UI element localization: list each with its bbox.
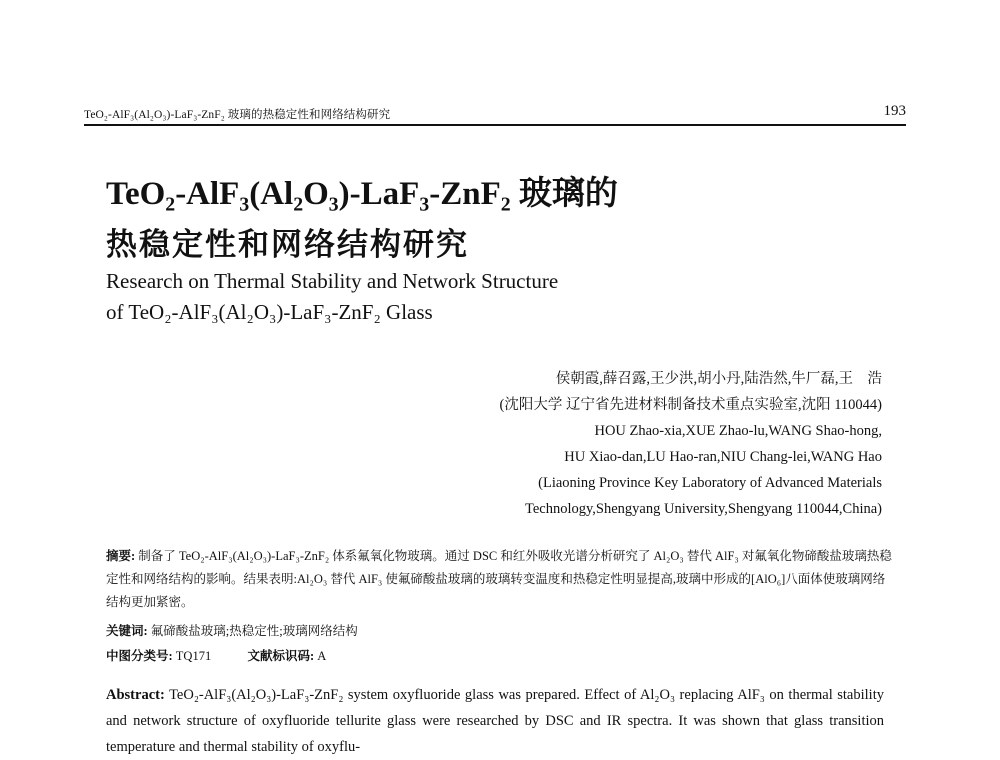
abstract-en-label: Abstract: — [106, 687, 165, 703]
abstract-cn-label: 摘要: — [106, 549, 136, 563]
title-en-line2: of TeO₂-AlF₃(Al₂O₃)-LaF₃-ZnF₂ Glass — [106, 300, 433, 324]
running-header — [84, 100, 906, 126]
doc-code-label: 文献标识码: — [247, 649, 315, 663]
affiliation-en-line2: Technology,Shengyang University,Shengyang 110044,China) — [525, 501, 882, 517]
doc-code-value: A — [317, 649, 327, 663]
classification — [106, 645, 896, 668]
clc-value: TQ171 — [175, 649, 212, 663]
keywords-text: 氟碲酸盐玻璃;热稳定性;玻璃网络结构 — [150, 624, 358, 638]
title-cn-line2: 热稳定性和网络结构研究 — [106, 227, 469, 263]
title-en-line1: Research on Thermal Stability and Network Structure — [106, 269, 559, 293]
abstract-en-text: TeO₂-AlF₃(Al₂O₃)-LaF₃-ZnF₂ system oxyfluoride glass was prepared. Effect of Al₂O₃ replacing AlF₃ on thermal stability and network structure of oxyfluoride tellurite glass were researched by DSC and IR spectra. It was shown that glass transition temperature and thermal stability of oxyflu- — [106, 687, 884, 755]
title-cn-line1: TeO₂-AlF₃(Al₂O₃)-LaF₃-ZnF₂ 玻璃的 — [106, 176, 618, 212]
authors-cn: 侯朝霞,薛召露,王少洪,胡小丹,陆浩然,牛厂磊,王 浩 — [555, 371, 882, 387]
keywords — [106, 620, 896, 643]
abstract-cn-text: 制备了 TeO₂-AlF₃(Al₂O₃)-LaF₃-ZnF₂ 体系氟氧化物玻璃。通过 DSC 和红外吸收光谱分析研究了 Al₂O₃ 替代 AlF₃ 对氟氧化物碲酸盐玻璃热稳定性和网络结构的影响。结果表明:Al₂O₃ 替代 AlF₃ 使氟碲酸盐玻璃的玻璃转变温度和热稳定性明显提高,玻璃中形成的[AlO₆]八面体使玻璃网络结构更加紧密。 — [106, 549, 892, 609]
authors-en-line2: HU Xiao-dan,LU Hao-ran,NIU Chang-lei,WANG Hao — [564, 449, 882, 465]
running-title: TeO₂-AlF₃(Al₂O₃)-LaF₃-ZnF₂ 玻璃的热稳定性和网络结构研究 — [84, 109, 391, 121]
authors-en-line1: HOU Zhao-xia,XUE Zhao-lu,WANG Shao-hong, — [594, 423, 882, 439]
keywords-label: 关键词: — [106, 624, 148, 638]
abstract-cn — [106, 545, 896, 614]
page-number: 193 — [883, 103, 906, 119]
header-rule — [84, 124, 906, 126]
abstract-en — [106, 682, 884, 760]
affiliation-en-line1: (Liaoning Province Key Laboratory of Advanced Materials — [538, 475, 882, 491]
affiliation-cn: (沈阳大学 辽宁省先进材料制备技术重点实验室,沈阳 110044) — [499, 397, 882, 413]
clc-label: 中图分类号: — [106, 649, 173, 663]
